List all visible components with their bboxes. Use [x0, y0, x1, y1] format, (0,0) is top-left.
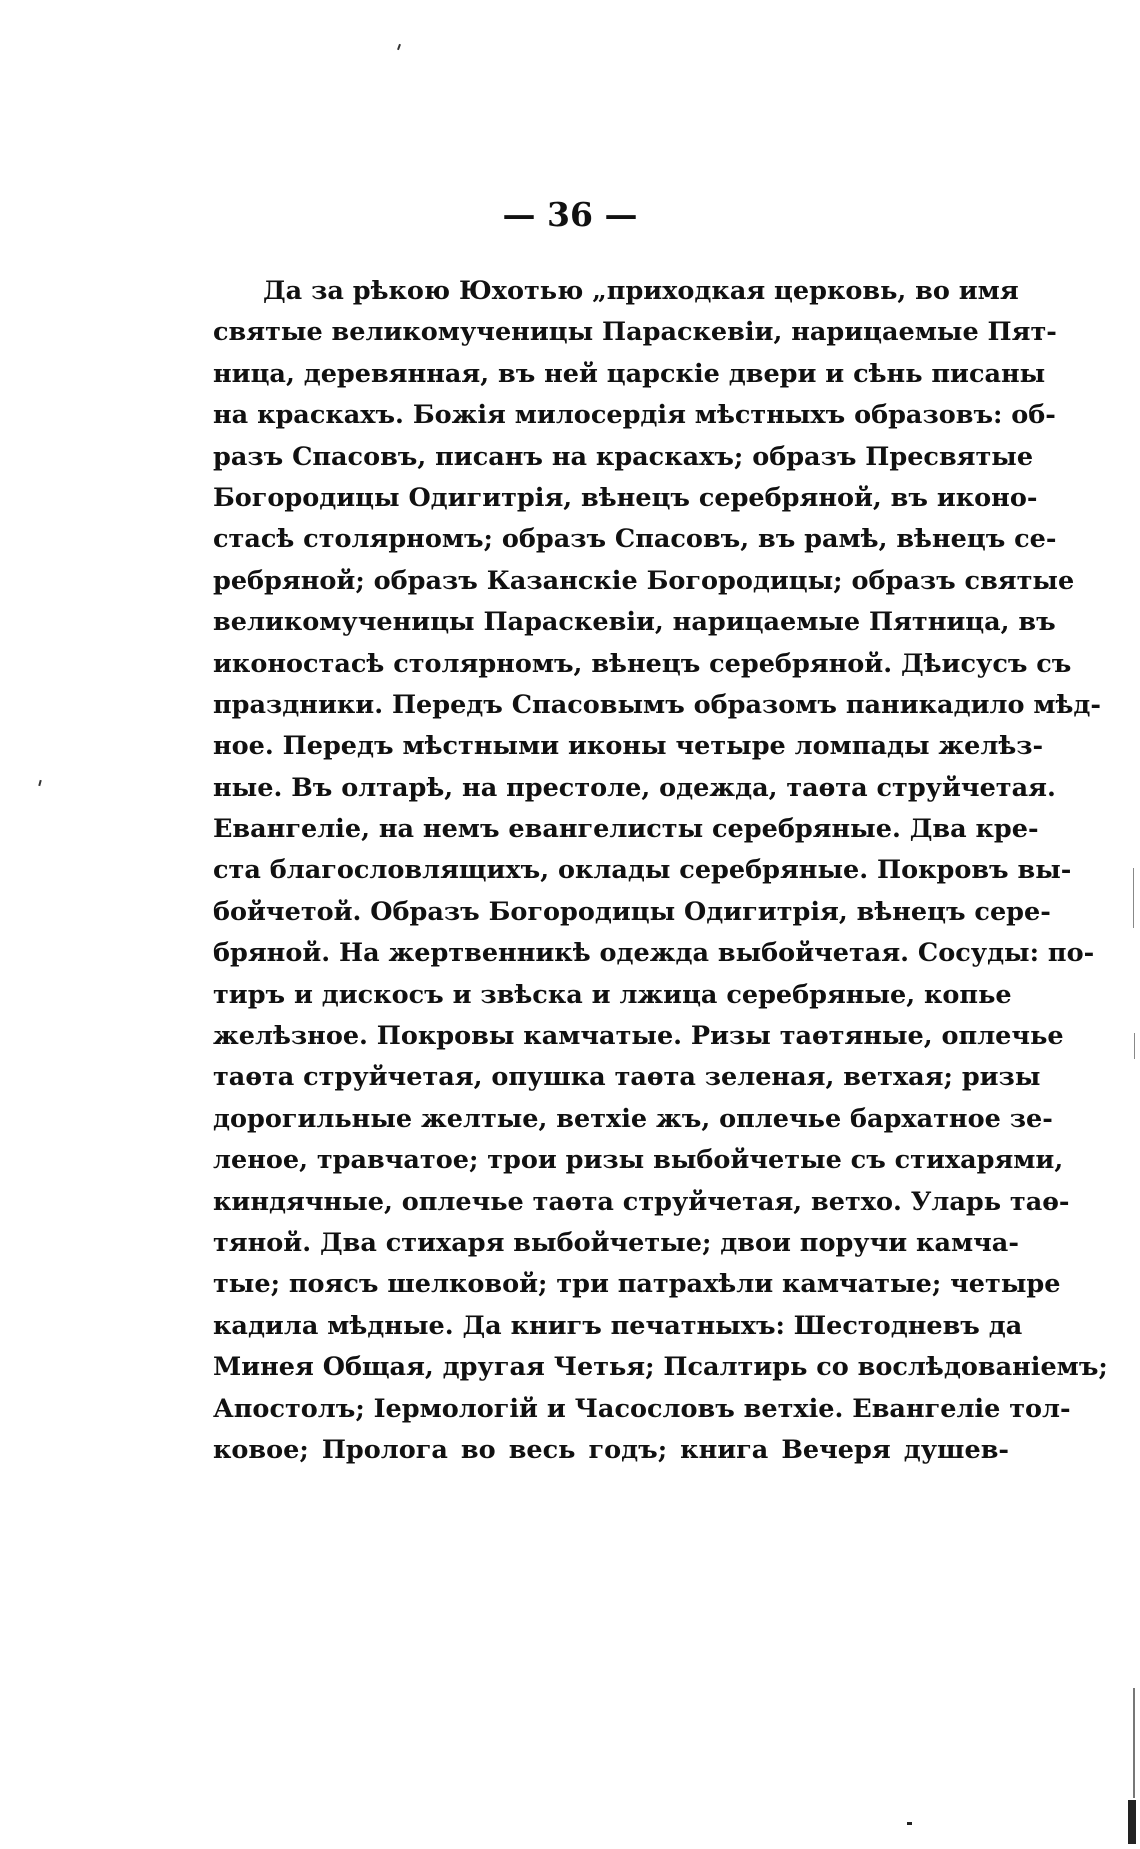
scan-speck — [397, 44, 401, 50]
text-line: иконостасѣ столярномъ, вѣнецъ серебряной. Дѣисусъ съ — [213, 648, 1072, 679]
text-line: кадила мѣдные. Да книгъ печатныхъ: Шестодневъ да — [213, 1310, 1023, 1341]
scan-speck — [1134, 1033, 1135, 1059]
text-line: ные. Въ олтарѣ, на престоле, одежда, таѳта струйчетая. — [213, 772, 1056, 803]
text-line: ковое; Пролога во весь годъ; книга Вечеря душев- — [213, 1434, 1009, 1465]
text-line: бряной. На жертвенникѣ одежда выбойчетая. Сосуды: по- — [213, 938, 1095, 969]
scan-speck — [907, 1822, 912, 1825]
text-line: тиръ и дискосъ и звѣска и лжица серебряные, копье — [213, 979, 1012, 1010]
text-line: ница, деревянная, въ ней царскіе двери и сѣнь писаны — [213, 358, 1046, 389]
text-line: на краскахъ. Божія милосердія мѣстныхъ образовъ: об- — [213, 400, 1056, 431]
text-line: Богородицы Одигитрія, вѣнецъ серебряной, въ иконо- — [213, 482, 1038, 513]
text-line: таѳта струйчетая, опушка таѳта зеленая, ветхая; ризы — [213, 1062, 1041, 1093]
text-line: святые великомученицы Параскевіи, нарицаемые Пят- — [213, 317, 1057, 348]
scan-speck — [1128, 1800, 1136, 1844]
text-line: бойчетой. Образъ Богородицы Одигитрія, вѣнецъ сере- — [213, 896, 1051, 927]
text-line: дорогильные желтые, ветхіе жъ, оплечье бархатное зе- — [213, 1103, 1053, 1134]
scan-speck — [1133, 868, 1134, 928]
text-line: ное. Передъ мѣстными иконы четыре ломпады желѣз- — [213, 731, 1044, 762]
text-line: Евангеліе, на немъ евангелисты серебряные. Два кре- — [213, 814, 1039, 845]
text-line: Минея Общая, другая Четья; Псалтирь со вослѣдованіемъ; — [213, 1352, 1108, 1383]
text-line: Апостолъ; Іермологій и Часословъ ветхіе. Евангеліе тол- — [213, 1393, 1071, 1424]
text-line: разъ Спасовъ, писанъ на краскахъ; образъ Пресвятые — [213, 441, 1034, 472]
text-line: великомученицы Параскевіи, нарицаемые Пятница, въ — [213, 607, 1056, 638]
text-line: стасѣ столярномъ; образъ Спасовъ, въ рамѣ, вѣнецъ се- — [213, 524, 1057, 555]
body-text — [213, 271, 1108, 1471]
text-line: тые; поясъ шелковой; три патрахѣли камчатые; четыре — [213, 1269, 1061, 1300]
scan-speck — [38, 780, 41, 786]
text-line: ребряной; образъ Казанскіе Богородицы; образъ святые — [213, 565, 1075, 596]
text-line: праздники. Передъ Спасовымъ образомъ паникадило мѣд- — [213, 689, 1102, 720]
text-line: Да за рѣкою Юхотью „приходкая церковь, во имя — [263, 276, 1019, 306]
text-line: тяной. Два стихаря выбойчетые; двои поручи камча- — [213, 1227, 1019, 1258]
text-line: желѣзное. Покровы камчатые. Ризы таѳтяные, оплечье — [213, 1021, 1064, 1052]
page-number: — 36 — — [502, 195, 638, 234]
text-line: ста благословлящихъ, оклады серебряные. Покровъ вы- — [213, 855, 1072, 886]
text-line: леное, травчатое; трои ризы выбойчетые съ стихарями, — [213, 1145, 1064, 1176]
text-line: киндячные, оплечье таѳта струйчетая, ветхо. Уларь таѳ- — [213, 1186, 1070, 1217]
scan-speck — [1133, 1688, 1135, 1798]
